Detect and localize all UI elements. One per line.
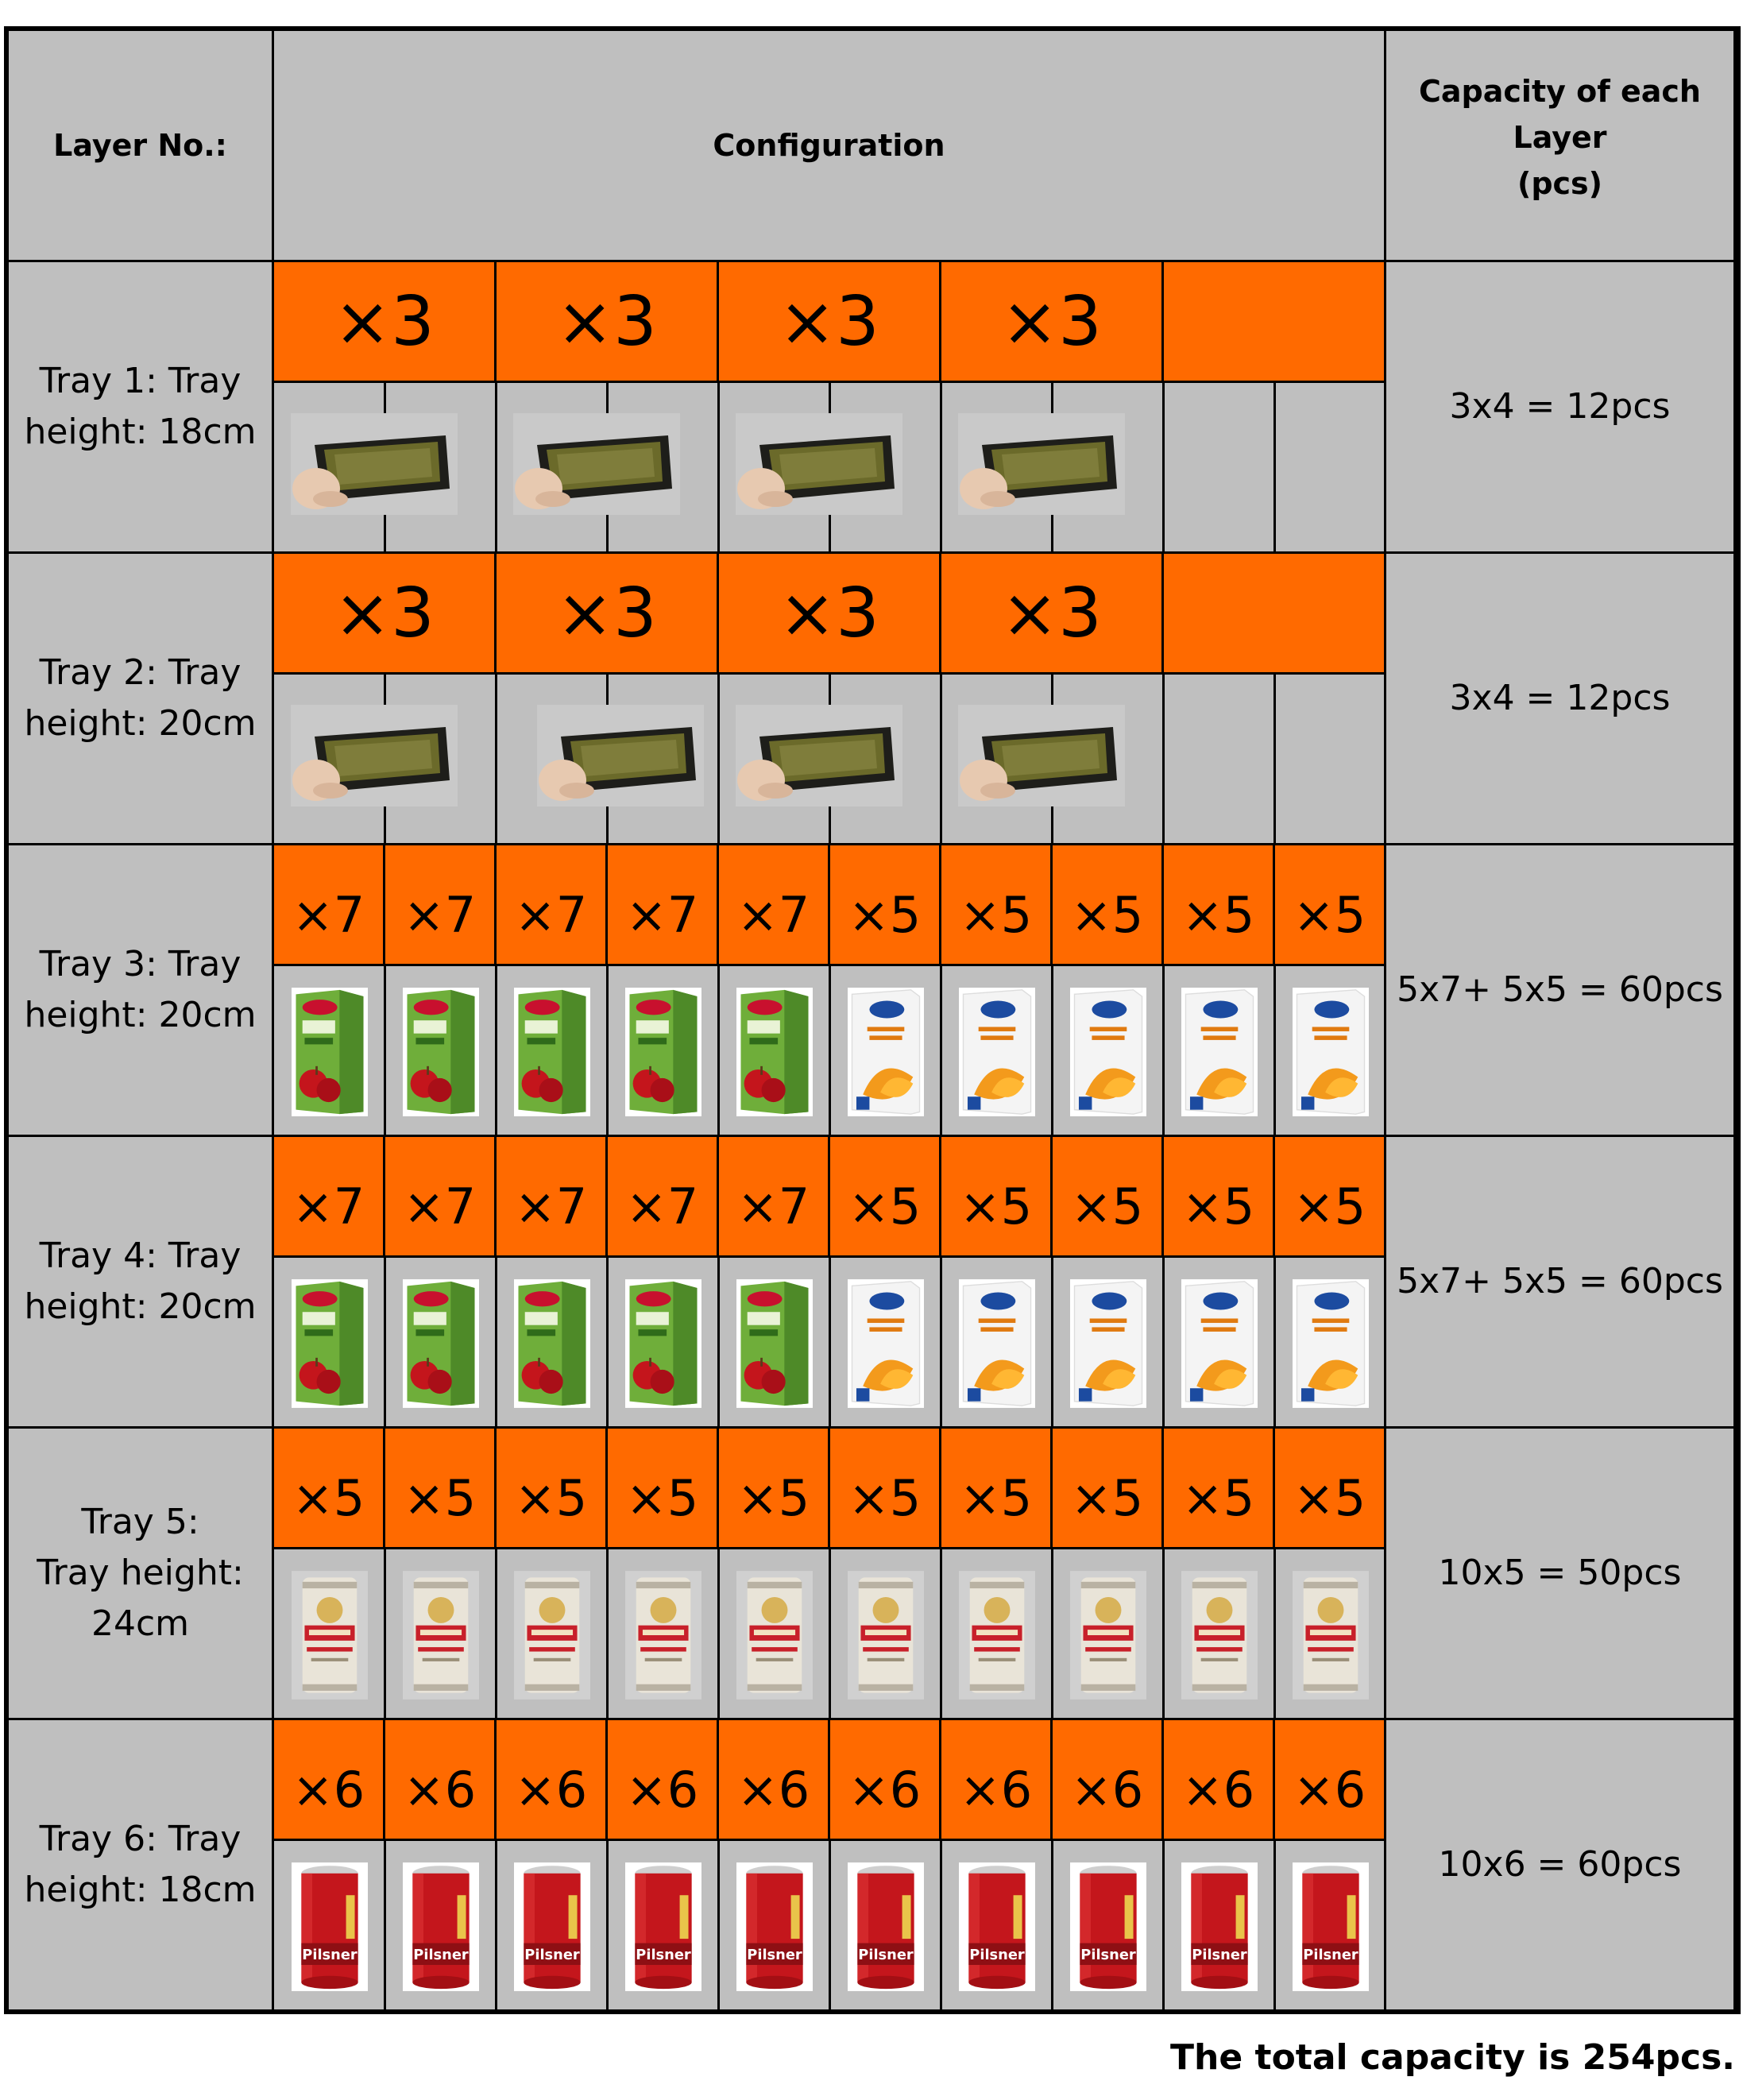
- quantity-cell: ×7: [608, 1137, 719, 1258]
- column-divider: [717, 966, 720, 1137]
- column-divider: [606, 1258, 609, 1429]
- orange-juice-box-image: [848, 984, 924, 1120]
- column-divider: [717, 1549, 720, 1720]
- quantity-cell: ×6: [830, 1720, 941, 1841]
- quantity-cell-empty: [1164, 262, 1386, 383]
- header-configuration: [274, 31, 1386, 262]
- layer-label: [9, 845, 274, 1137]
- quantity-cell: ×5: [941, 1137, 1053, 1258]
- column-divider: [1051, 1258, 1053, 1429]
- quantity-cell: ×6: [274, 1720, 385, 1841]
- column-divider: [1162, 1841, 1165, 2012]
- quantity-cell: ×5: [497, 1429, 608, 1549]
- column-divider: [495, 1841, 497, 2012]
- quantity-cell: ×5: [719, 1429, 830, 1549]
- pilsner-can-label: Pilsner: [302, 1946, 357, 1963]
- quantity-cell: ×5: [608, 1429, 719, 1549]
- layer-capacity: [1386, 262, 1736, 554]
- apple-juice-box-image: [514, 984, 590, 1120]
- orange-juice-box-image: [1293, 1275, 1369, 1412]
- column-divider: [1273, 1258, 1276, 1429]
- column-divider: [940, 1549, 942, 1720]
- quantity-cell: ×5: [830, 845, 941, 966]
- quantity-cell: ×7: [719, 845, 830, 966]
- layer-capacity-value: 10x6 = 60pcs: [1438, 1844, 1682, 1885]
- column-divider: [1273, 1841, 1276, 2012]
- orange-juice-box-image: [1070, 984, 1146, 1120]
- quantity-cell: ×5: [274, 1429, 385, 1549]
- orange-juice-box-image: [959, 1275, 1035, 1412]
- quantity-cell: ×6: [719, 1720, 830, 1841]
- quantity-cell: ×5: [830, 1429, 941, 1549]
- quantity-cell: ×3: [274, 262, 497, 383]
- food-tray-image: [290, 705, 458, 806]
- quantity-cell: ×7: [274, 1137, 385, 1258]
- pilsner-can-image: [1070, 1858, 1146, 1995]
- column-divider: [1162, 675, 1165, 845]
- layer-label-line1: Tray 1: Tray: [39, 361, 242, 401]
- beer-can-white-image: [736, 1567, 813, 1704]
- quantity-cell: ×6: [497, 1720, 608, 1841]
- layer-label-line2: height: 20cm: [24, 995, 257, 1035]
- quantity-cell: ×5: [941, 1429, 1053, 1549]
- layer-label-line2: height: 18cm: [24, 412, 257, 452]
- column-divider: [1162, 383, 1165, 554]
- beer-can-white-image: [514, 1567, 590, 1704]
- layer-label-line2: height: 20cm: [24, 703, 257, 744]
- pilsner-can-image: [514, 1858, 590, 1995]
- quantity-cell: ×7: [608, 845, 719, 966]
- apple-juice-box-image: [292, 1275, 368, 1412]
- beer-can-white-image: [625, 1567, 701, 1704]
- pilsner-can-image: [625, 1858, 701, 1995]
- quantity-cell: ×7: [497, 1137, 608, 1258]
- header-configuration-label: Configuration: [713, 128, 945, 163]
- quantity-cell: ×5: [1053, 845, 1164, 966]
- layer-label-line1: Tray 5:: [81, 1502, 199, 1542]
- pilsner-can-label: Pilsner: [969, 1946, 1025, 1963]
- pilsner-can-image: [292, 1858, 368, 1995]
- apple-juice-box-image: [625, 1275, 701, 1412]
- apple-juice-box-image: [625, 984, 701, 1120]
- capacity-table: [4, 26, 1741, 2014]
- column-divider: [384, 1258, 386, 1429]
- layer-label-line2: height: 20cm: [24, 1286, 257, 1327]
- header-capacity-line1: Capacity of each Layer: [1419, 74, 1701, 155]
- quantity-cell: ×5: [1275, 1137, 1386, 1258]
- orange-juice-box-image: [1181, 1275, 1258, 1412]
- layer-capacity: [1386, 845, 1736, 1137]
- pilsner-can-label: Pilsner: [1192, 1946, 1247, 1963]
- column-divider: [717, 1841, 720, 2012]
- beer-can-white-image: [1070, 1567, 1146, 1704]
- header-layer-no: [9, 31, 274, 262]
- orange-juice-box-image: [848, 1275, 924, 1412]
- beer-can-white-image: [292, 1567, 368, 1704]
- layer-label-line3: 24cm: [91, 1603, 190, 1644]
- header-layer-no-label: Layer No.:: [53, 128, 227, 163]
- beer-can-white-image: [1181, 1567, 1258, 1704]
- column-divider: [1162, 1549, 1165, 1720]
- layer-capacity-value: 5x7+ 5x5 = 60pcs: [1397, 1261, 1723, 1301]
- column-divider: [495, 675, 497, 845]
- column-divider: [717, 383, 720, 554]
- quantity-cell: ×7: [497, 845, 608, 966]
- quantity-cell: ×7: [385, 845, 497, 966]
- quantity-cell: ×6: [608, 1720, 719, 1841]
- layer-capacity-value: 3x4 = 12pcs: [1449, 678, 1671, 718]
- pilsner-can-image: [403, 1858, 479, 1995]
- orange-juice-box-image: [1181, 984, 1258, 1120]
- quantity-cell: ×3: [719, 554, 941, 675]
- layer-label-line1: Tray 2: Tray: [39, 652, 242, 693]
- column-divider: [1273, 675, 1276, 845]
- food-tray-image: [290, 413, 458, 515]
- beer-can-white-image: [1293, 1567, 1369, 1704]
- column-divider: [384, 1549, 386, 1720]
- column-divider: [495, 1258, 497, 1429]
- food-tray-image: [735, 413, 903, 515]
- pilsner-can-label: Pilsner: [524, 1946, 580, 1963]
- apple-juice-box-image: [403, 984, 479, 1120]
- column-divider: [940, 966, 942, 1137]
- pilsner-can-image: [736, 1858, 813, 1995]
- column-divider: [495, 1549, 497, 1720]
- column-divider: [384, 1841, 386, 2012]
- pilsner-can-label: Pilsner: [858, 1946, 914, 1963]
- orange-juice-box-image: [1293, 984, 1369, 1120]
- column-divider: [1162, 966, 1165, 1137]
- quantity-cell: ×5: [1053, 1429, 1164, 1549]
- column-divider: [940, 1258, 942, 1429]
- layer-label-line1: Tray 6: Tray: [39, 1819, 242, 1859]
- food-tray-image: [735, 705, 903, 806]
- quantity-cell: ×6: [941, 1720, 1053, 1841]
- quantity-cell: ×5: [830, 1137, 941, 1258]
- quantity-cell: ×6: [1053, 1720, 1164, 1841]
- column-divider: [606, 1841, 609, 2012]
- quantity-cell: ×3: [719, 262, 941, 383]
- column-divider: [606, 1549, 609, 1720]
- quantity-cell: ×5: [1275, 1429, 1386, 1549]
- column-divider: [940, 1841, 942, 2012]
- food-tray-image: [957, 705, 1126, 806]
- column-divider: [829, 1841, 831, 2012]
- quantity-cell: ×6: [1164, 1720, 1275, 1841]
- column-divider: [1273, 383, 1276, 554]
- apple-juice-box-image: [736, 1275, 813, 1412]
- column-divider: [495, 966, 497, 1137]
- pilsner-can-label: Pilsner: [413, 1946, 469, 1963]
- quantity-cell: ×5: [1164, 1429, 1275, 1549]
- quantity-cell: ×5: [1053, 1137, 1164, 1258]
- quantity-cell: ×5: [1164, 1137, 1275, 1258]
- header-capacity-line2: (pcs): [1517, 166, 1603, 201]
- quantity-cell: ×3: [941, 554, 1164, 675]
- orange-juice-box-image: [959, 984, 1035, 1120]
- orange-juice-box-image: [1070, 1275, 1146, 1412]
- pilsner-can-label: Pilsner: [636, 1946, 691, 1963]
- column-divider: [1051, 966, 1053, 1137]
- pilsner-can-image: [959, 1858, 1035, 1995]
- quantity-cell: ×5: [1164, 845, 1275, 966]
- column-divider: [829, 1258, 831, 1429]
- beer-can-white-image: [848, 1567, 924, 1704]
- layer-capacity-value: 3x4 = 12pcs: [1449, 386, 1671, 427]
- layer-label: [9, 1429, 274, 1720]
- column-divider: [606, 966, 609, 1137]
- quantity-cell: ×3: [497, 262, 719, 383]
- layer-label: [9, 1137, 274, 1429]
- column-divider: [384, 966, 386, 1137]
- layer-label: [9, 554, 274, 845]
- layer-label-line1: Tray 4: Tray: [39, 1236, 242, 1276]
- pilsner-can-image: [1293, 1858, 1369, 1995]
- column-divider: [940, 383, 942, 554]
- layer-label-line1: Tray 3: Tray: [39, 944, 242, 984]
- apple-juice-box-image: [403, 1275, 479, 1412]
- quantity-cell: ×3: [941, 262, 1164, 383]
- beer-can-white-image: [403, 1567, 479, 1704]
- food-tray-image: [536, 705, 705, 806]
- layer-label-line2: height: 18cm: [24, 1870, 257, 1910]
- quantity-cell: ×7: [719, 1137, 830, 1258]
- layer-capacity: [1386, 1720, 1736, 2012]
- layer-capacity-value: 5x7+ 5x5 = 60pcs: [1397, 969, 1723, 1010]
- beer-can-white-image: [959, 1567, 1035, 1704]
- food-tray-image: [957, 413, 1126, 515]
- quantity-cell: ×5: [385, 1429, 497, 1549]
- pilsner-can-label: Pilsner: [747, 1946, 802, 1963]
- layer-label: [9, 262, 274, 554]
- header-capacity: [1386, 31, 1736, 262]
- quantity-cell: ×5: [941, 845, 1053, 966]
- column-divider: [1051, 1549, 1053, 1720]
- food-tray-image: [512, 413, 681, 515]
- quantity-cell: ×6: [385, 1720, 497, 1841]
- pilsner-can-label: Pilsner: [1303, 1946, 1358, 1963]
- quantity-cell: ×3: [274, 554, 497, 675]
- column-divider: [1273, 1549, 1276, 1720]
- layer-capacity: [1386, 1137, 1736, 1429]
- pilsner-can-label: Pilsner: [1080, 1946, 1136, 1963]
- column-divider: [829, 966, 831, 1137]
- apple-juice-box-image: [514, 1275, 590, 1412]
- column-divider: [1162, 1258, 1165, 1429]
- apple-juice-box-image: [292, 984, 368, 1120]
- quantity-cell: ×7: [385, 1137, 497, 1258]
- layer-capacity: [1386, 1429, 1736, 1720]
- column-divider: [829, 1549, 831, 1720]
- total-capacity: The total capacity is 254pcs.: [1170, 2037, 1735, 2078]
- quantity-cell: ×5: [1275, 845, 1386, 966]
- column-divider: [1051, 1841, 1053, 2012]
- pilsner-can-image: [848, 1858, 924, 1995]
- layer-capacity: [1386, 554, 1736, 845]
- layer-label-line2: Tray height:: [37, 1553, 244, 1593]
- column-divider: [717, 1258, 720, 1429]
- pilsner-can-image: [1181, 1858, 1258, 1995]
- column-divider: [1273, 966, 1276, 1137]
- column-divider: [940, 675, 942, 845]
- quantity-cell-empty: [1164, 554, 1386, 675]
- quantity-cell: ×3: [497, 554, 719, 675]
- quantity-cell: ×7: [274, 845, 385, 966]
- column-divider: [717, 675, 720, 845]
- layer-label: [9, 1720, 274, 2012]
- quantity-cell: ×6: [1275, 1720, 1386, 1841]
- column-divider: [495, 383, 497, 554]
- layer-capacity-value: 10x5 = 50pcs: [1438, 1553, 1682, 1593]
- apple-juice-box-image: [736, 984, 813, 1120]
